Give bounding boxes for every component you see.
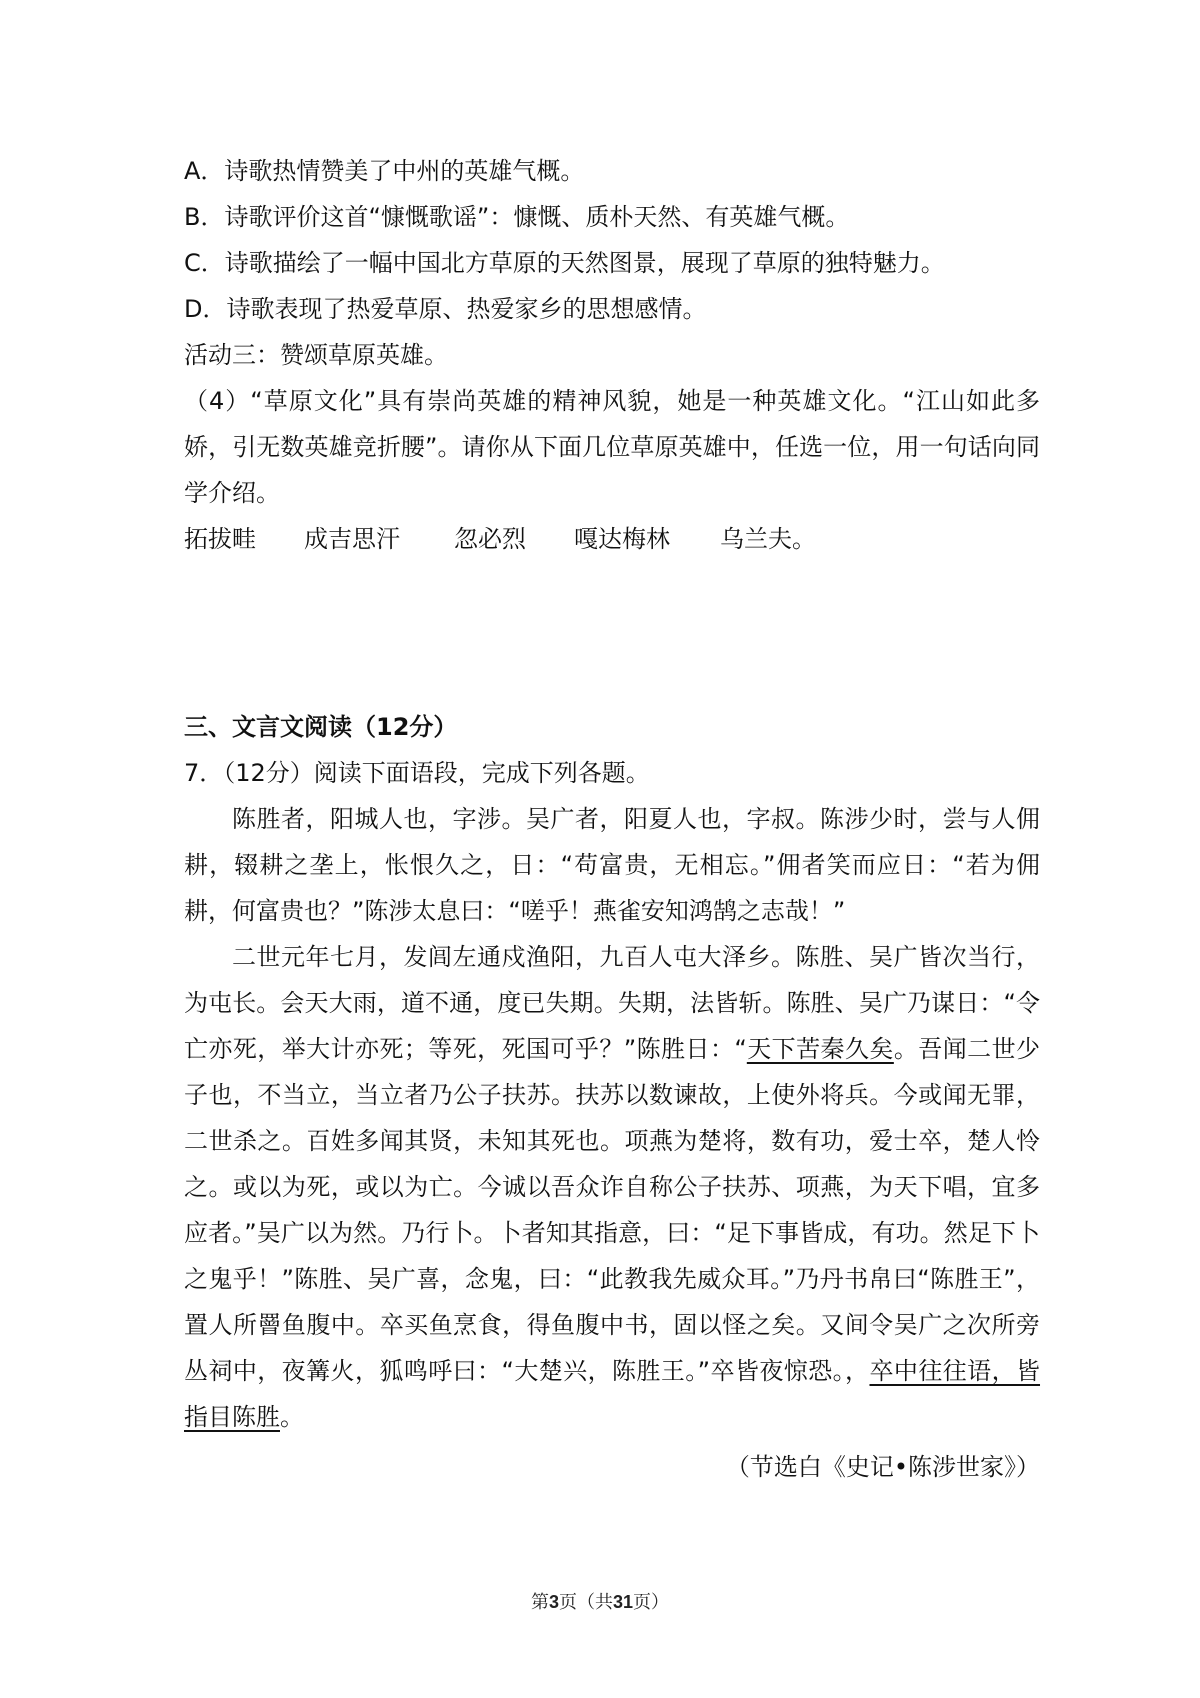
hero-item: 拓拔畦 [184, 525, 256, 553]
question-seven: 7．（12分）阅读下面语段，完成下列各题。 [184, 759, 650, 787]
underlined-sentence-two: 卒中往往语，皆指目陈胜 [184, 1357, 1041, 1431]
classical-paragraph-two [184, 934, 1040, 1440]
classical-paragraph-one: 陈胜者，阳城人也，字涉。吴广者，阳夏人也，字叔。陈涉少时，尝与人佣耕，辍耕之垄上，怅恨久之，日：“苟富贵，无相忘。”佣者笑而应日：“若为佣耕，何富贵也？”陈涉太息曰：“嗟乎！燕雀安知鸿鹄之志哉！” [184, 805, 1040, 925]
hero-item: 成吉思汗 [304, 525, 400, 553]
option-c: C．诗歌描绘了一幅中国北方草原的天然图景，展现了草原的独特魅力。 [184, 249, 945, 277]
source-citation: （节选白《史记•陈涉世家》） [725, 1453, 1040, 1481]
paragraph-two-text-part: 。 [280, 1403, 304, 1431]
footer-prefix: 第 [530, 1592, 549, 1613]
option-a: A．诗歌热情赞美了中州的英雄气概。 [184, 157, 585, 185]
page-footer [0, 1588, 1200, 1614]
paragraph-two-text-part: 二世元年七月，发闾左通戍渔阳，九百人屯大泽乡。陈胜、吴广皆次当行，为屯长。会天大雨，道不通，度已失期。失期，法皆斩。陈胜、吴广乃谋日：“令亡亦死，举大计亦死；等死，死国可乎？”陈胜日：“ [184, 943, 1040, 1063]
hero-list [184, 516, 1040, 562]
footer-page-number: 3 [548, 1592, 559, 1612]
hero-item: 嘎达梅林 [574, 525, 670, 553]
underlined-sentence-one: 天下苦秦久矣 [746, 1035, 894, 1063]
page-content [184, 148, 1040, 1490]
footer-middle: 页（共 [558, 1592, 613, 1613]
activity-three-title: 活动三：赞颂草原英雄。 [184, 341, 448, 369]
section-three-title: 三、文言文阅读（12分） [184, 713, 458, 741]
activity-three-question: （4）“草原文化”具有崇尚英雄的精神风貌，她是一种英雄文化。“江山如此多娇，引无数英雄竞折腰”。请你从下面几位草原英雄中，任选一位，用一句话向同学介绍。 [184, 387, 1040, 507]
paragraph-two-text-part: 。吾闻二世少子也，不当立，当立者乃公子扶苏。扶苏以数谏故，上使外将兵。今或闻无罪，二世杀之。百姓多闻其贤，未知其死也。项燕为楚将，数有功，爱士卒，楚人怜之。或以为死，或以为亡。今诚以吾众诈自称公子扶苏、项燕，为天下唱，宜多应者。”吴广以为然。乃行卜。卜者知其指意，曰：“足下事皆成，有功。然足下卜之鬼乎！”陈胜、吴广喜，念鬼，曰：“此教我先威众耳。”乃丹书帛曰“陈胜王”，置人所罾鱼腹中。卒买鱼烹食，得鱼腹中书，固以怪之矣。又间令吴广之次所旁丛祠中，夜篝火，狐鸣呼曰：“大楚兴，陈胜王。”卒皆夜惊恐。， [184, 1035, 1041, 1385]
option-b: B．诗歌评价这首“慷慨歌谣”：慷慨、质朴天然、有英雄气概。 [184, 203, 850, 231]
answer-space [184, 562, 1040, 704]
footer-total-pages: 31 [612, 1592, 634, 1612]
hero-item: 忽必烈 [454, 525, 526, 553]
hero-item: 乌兰夫。 [720, 525, 816, 553]
option-d: D．诗歌表现了热爱草原、热爱家乡的思想感情。 [184, 295, 707, 323]
footer-suffix: 页） [633, 1592, 670, 1613]
